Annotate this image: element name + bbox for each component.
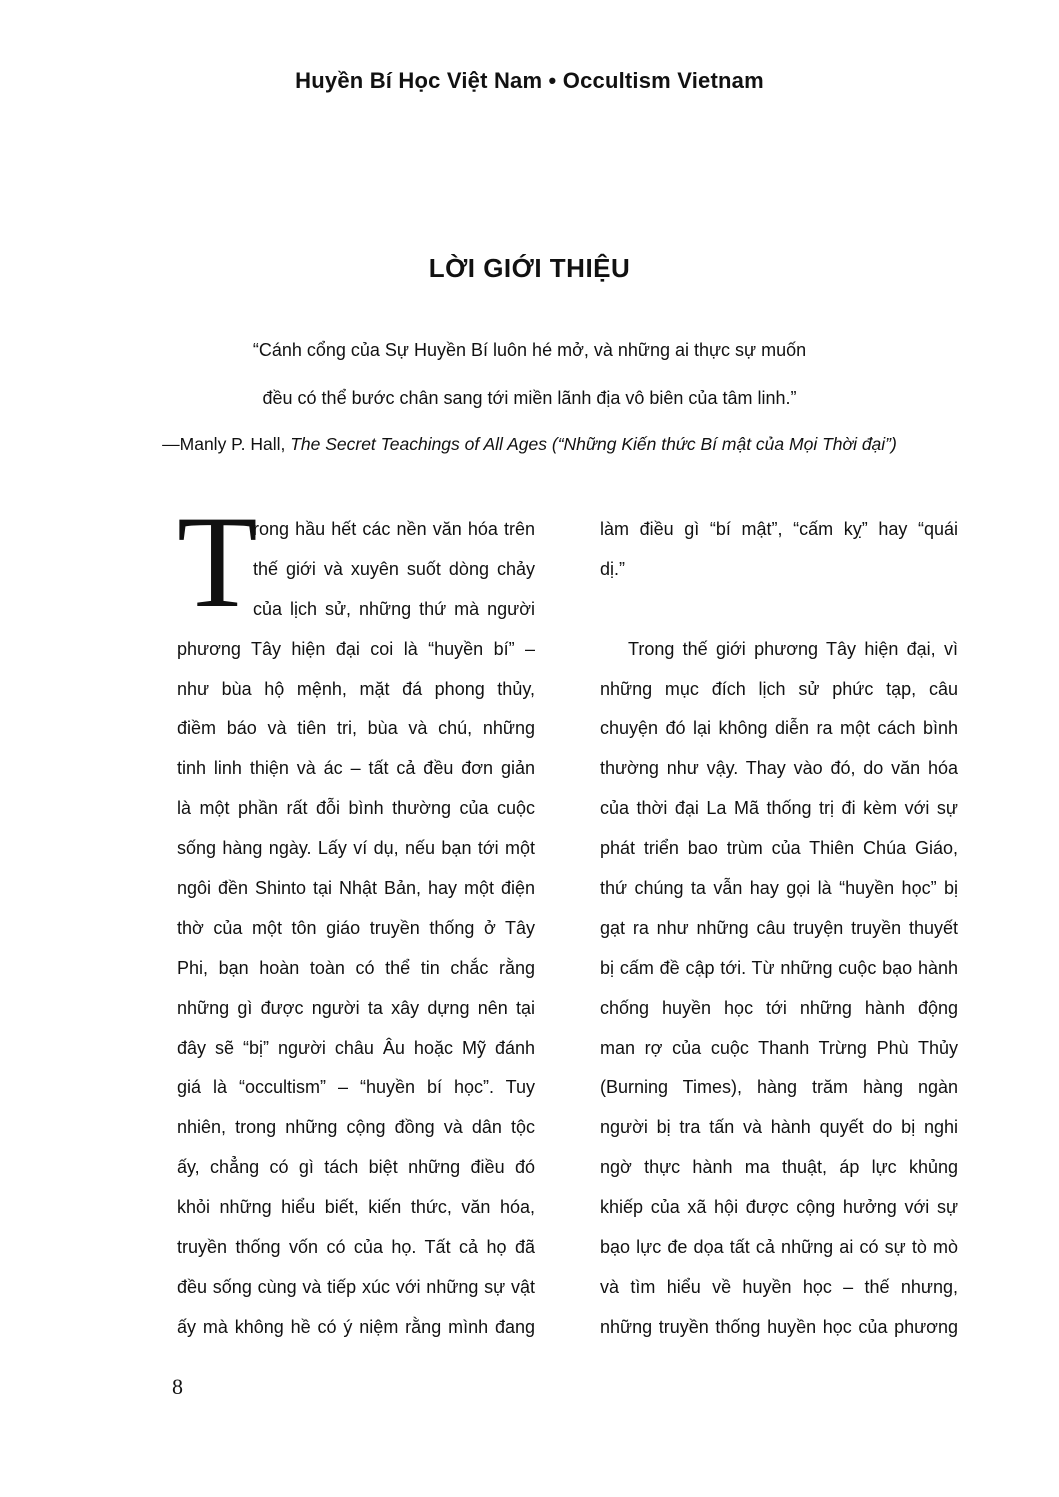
left-column-line: ấy, chẳng có gì tách biệt những điều đó [177,1157,535,1178]
attribution-author: —Manly P. Hall, [162,434,291,454]
epigraph-attribution [0,434,1059,455]
left-column-line: giá là “occultism” – “huyền bí học”. Tuy [177,1077,535,1098]
chapter-title: LỜI GIỚI THIỆU [428,253,631,283]
right-column-line: những truyền thống huyền học của phương [600,1316,958,1337]
right-column-line: Trong thế giới phương Tây hiện đại, vì [628,638,958,659]
left-column-line: phương Tây hiện đại coi là “huyền bí” – [177,638,535,659]
right-column-line: thứ chúng ta vẫn hay gọi là “huyền học” bị [600,878,958,899]
right-column-line: dị.” [600,558,626,579]
right-column-line: ngờ thực hành ma thuật, áp lực khủng [600,1157,958,1178]
left-column-line: thế giới và xuyên suốt dòng chảy [253,558,535,579]
right-column-line: những mục đích lịch sử phức tạp, câu [600,678,958,699]
left-column-line: là một phần rất đỗi bình thường của cuộc [177,798,535,819]
right-column-line: của thời đại La Mã thống trị đi kèm với sự [600,798,958,819]
drop-cap: T [177,488,258,635]
right-column-line: chuyện đó lại không diễn ra một cách bình [600,718,958,739]
right-column-line: bạo lực đe dọa tất cả những ai có sự tò mò [600,1237,958,1258]
right-column-line: người bị tra tấn và hành quyết do bị nghi [600,1117,958,1138]
left-column-line: sống hàng ngày. Lấy ví dụ, nếu bạn tới một [177,838,535,859]
left-column-line: truyền thống vốn có của họ. Tất cả họ đã [177,1237,535,1258]
paragraph-gap [600,590,958,630]
left-column-line: Phi, bạn hoàn toàn có thể tin chắc rằng [177,957,535,978]
running-header: Huyền Bí Học Việt Nam • Occultism Vietnam [295,68,764,93]
right-column-line: làm điều gì “bí mật”, “cấm kỵ” hay “quái [600,519,958,539]
left-column-line: nhiên, trong những cộng đồng và dân tộc [177,1117,535,1138]
right-column-line: chống huyền học tới những hành động [600,997,958,1018]
left-column-line: những gì được người ta xây dựng nên tại [177,997,535,1018]
right-column-line: bị cấm đề cập tới. Từ những cuộc bạo hành [600,957,958,978]
left-column-line: ấy mà không hề có ý niệm rằng mình đang [177,1316,535,1337]
page-number: 8 [172,1374,183,1399]
left-column [177,510,535,1348]
left-column-line: như bùa hộ mệnh, mặt đá phong thủy, [177,678,535,699]
left-column-line: thờ của một tôn giáo truyền thống ở Tây [177,917,535,938]
left-column-line: đều sống cùng và tiếp xúc với những sự vật [177,1276,535,1297]
left-column-line: tinh linh thiện và ác – tất cả đều đơn giản [177,758,535,779]
left-column-line: đây sẽ “bị” người châu Âu hoặc Mỹ đánh [177,1037,535,1058]
right-column-line: man rợ của cuộc Thanh Trừng Phù Thủy [600,1037,958,1058]
right-column-line: thường như vậy. Thay vào đó, do văn hóa [600,758,958,779]
attribution-book-title: The Secret Teachings of All Ages (“Những Kiến thức Bí mật của Mọi Thời đại”) [290,434,897,454]
right-column-line: và tìm hiểu về huyền học – thế nhưng, [600,1276,958,1297]
left-column-line: rong hầu hết các nền văn hóa trên [253,519,535,539]
left-column-line: điềm báo và tiên tri, bùa và chú, những [177,718,535,739]
left-column-line: ngôi đền Shinto tại Nhật Bản, hay một điện [177,878,535,899]
left-column-line: khỏi những hiểu biết, kiến thức, văn hóa, [177,1197,535,1218]
right-column-line: gạt ra như những câu truyện truyền thuyết [600,917,958,938]
epigraph-line-1: “Cánh cổng của Sự Huyền Bí luôn hé mở, và những ai thực sự muốn [252,340,807,360]
right-column-line: khiếp của xã hội được cộng hưởng với sự [600,1197,958,1218]
right-column-line: (Burning Times), hàng trăm hàng ngàn [600,1077,958,1098]
right-column-line: phát triển bao trùm của Thiên Chúa Giáo, [600,838,958,859]
left-column-line: của lịch sử, những thứ mà người [253,598,535,619]
right-column [600,510,958,1348]
epigraph-line-2: đều có thể bước chân sang tới miền lãnh địa vô biên của tâm linh.” [262,388,797,408]
